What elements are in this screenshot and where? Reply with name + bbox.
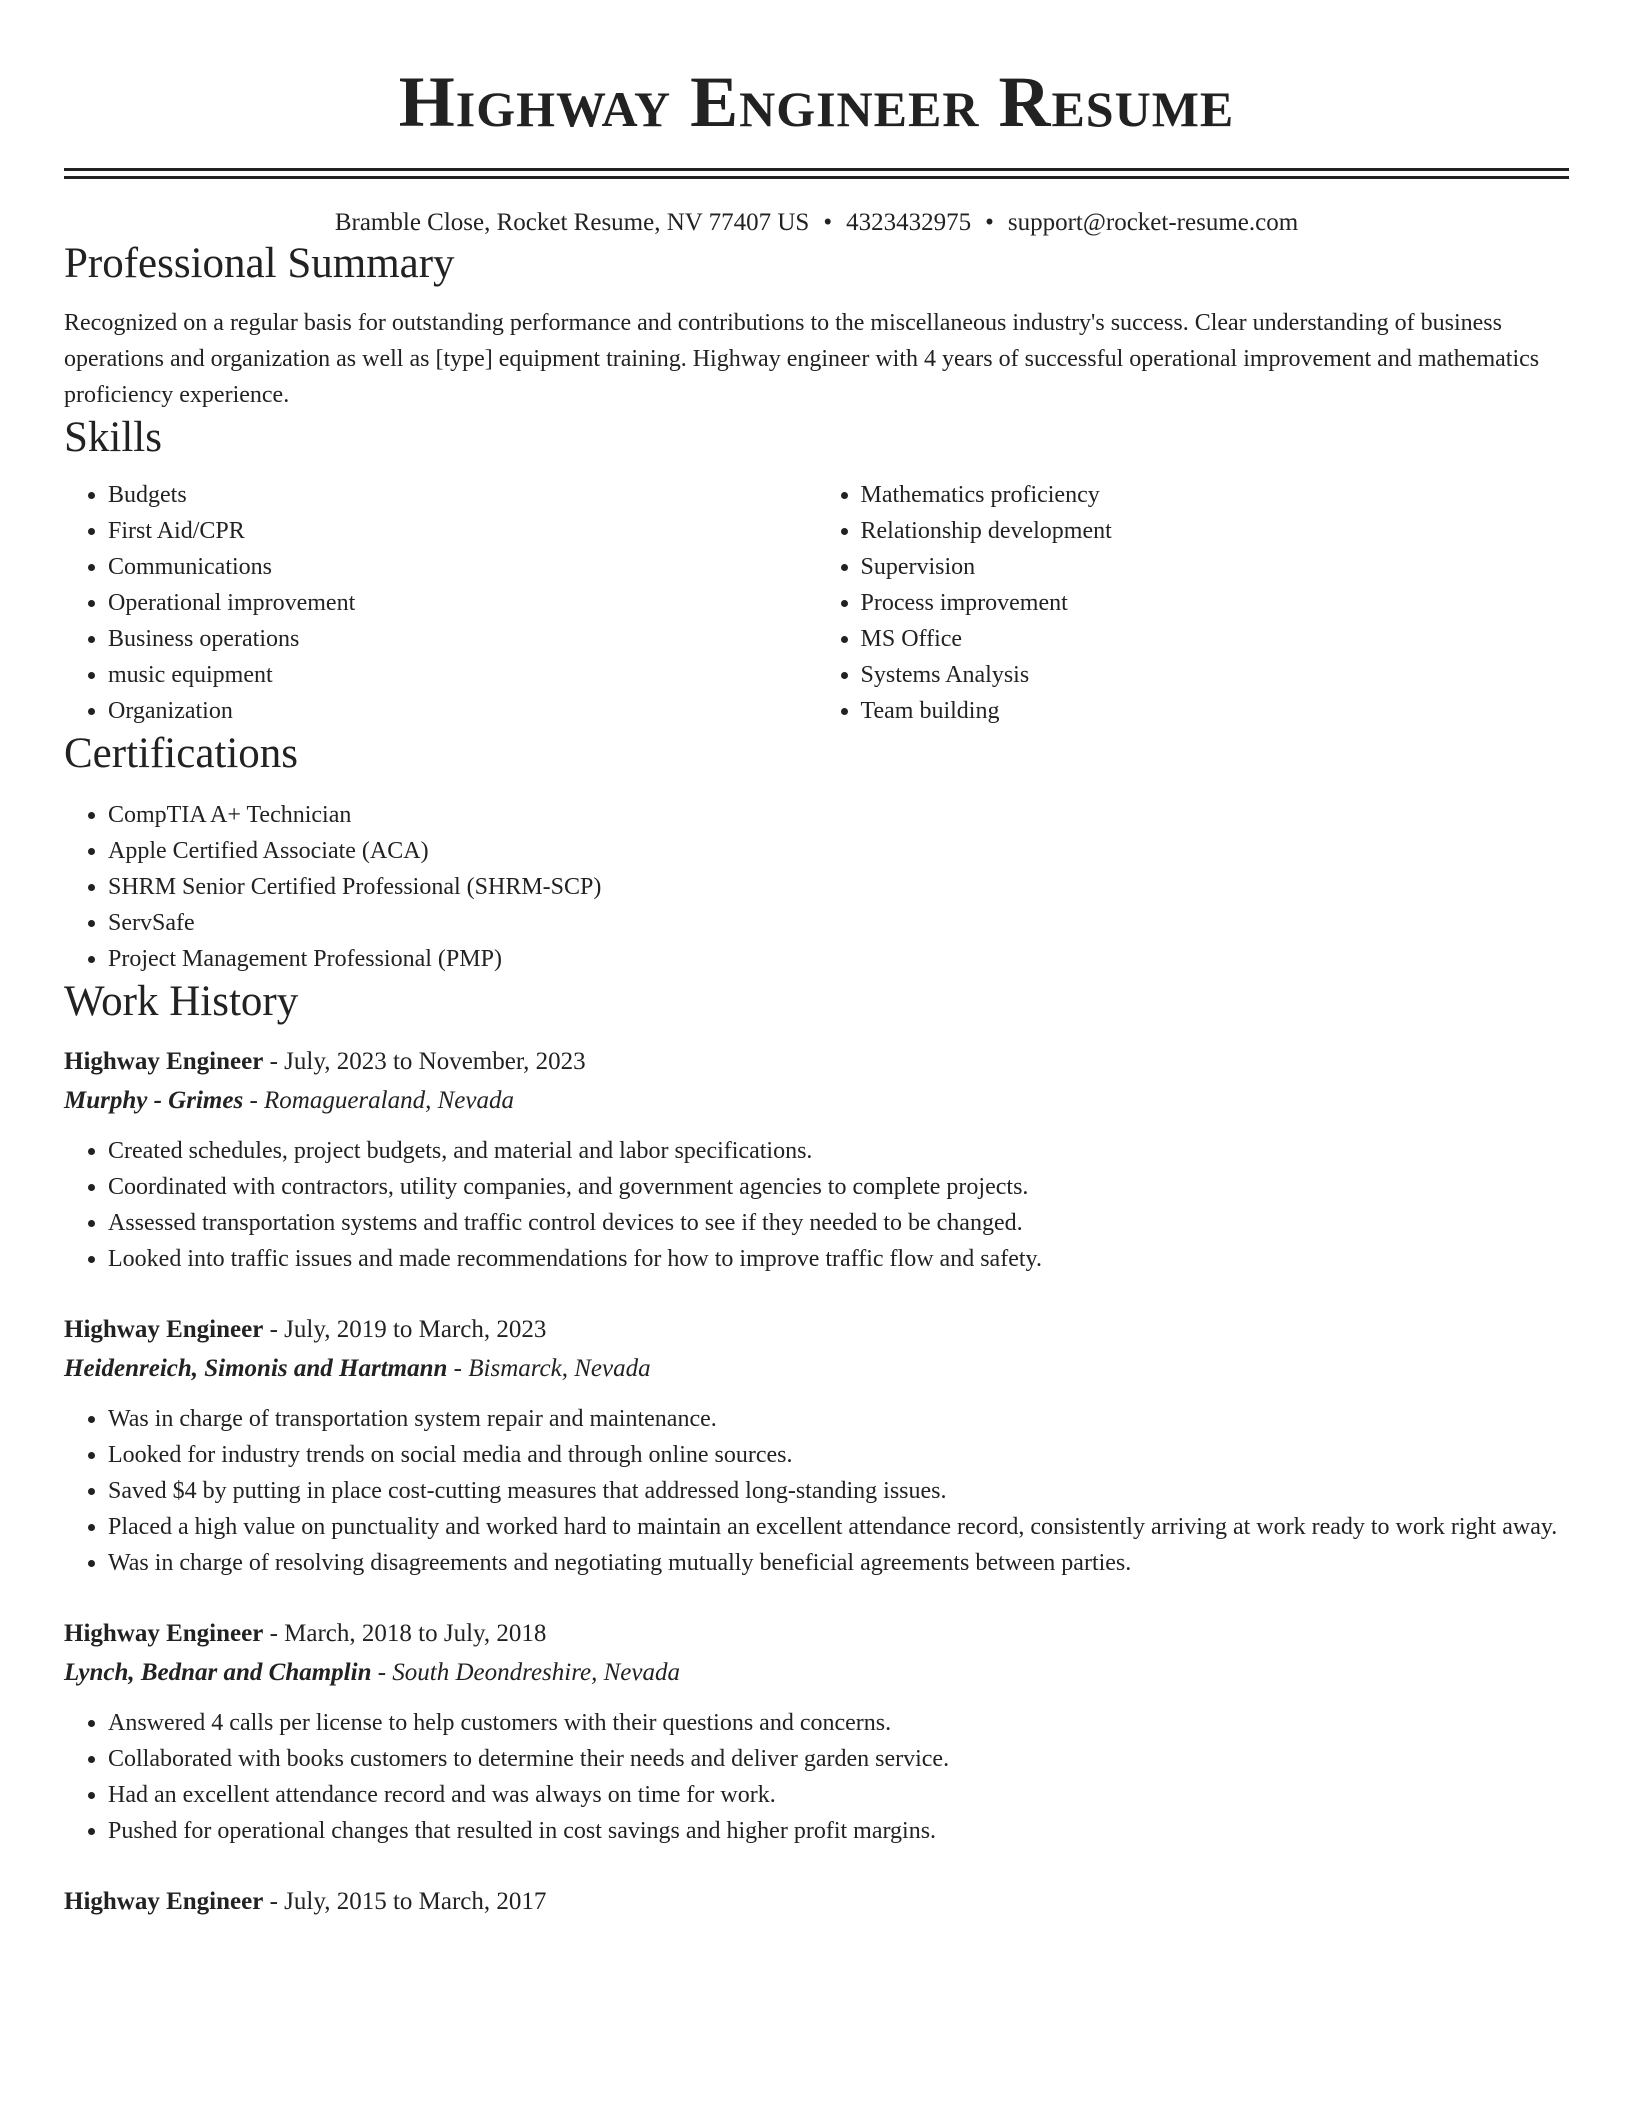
certification-item: • Apple Certified Associate (ACA) — [108, 833, 1569, 869]
skill-item: • Communications — [108, 549, 817, 585]
certification-item: • Project Management Professional (PMP) — [108, 941, 1569, 977]
job-header — [64, 1043, 1569, 1081]
summary-text: Recognized on a regular basis for outstanding performance and contributions to the miscellaneous industry's success. Clear understanding of business operations and organization as well as [type] equipment training. Highway engineer with 4 years of successful operational improvement and mathematics proficiency experience. — [64, 310, 1540, 408]
skill-item: • Systems Analysis — [861, 657, 1570, 693]
job-company-line — [64, 1081, 1569, 1121]
certifications-list — [64, 797, 1569, 977]
skill-item: • Supervision — [861, 549, 1570, 585]
job-duty-item: • Looked into traffic issues and made recommendations for how to improve traffic flow and safety. — [108, 1241, 1569, 1277]
contact-separator: • — [985, 209, 994, 236]
work-history-heading: Work History — [64, 978, 299, 1025]
job-dates: - July, 2023 to November, 2023 — [263, 1048, 586, 1075]
skill-item: • First Aid/CPR — [108, 513, 817, 549]
job-company: Murphy - Grimes — [64, 1087, 244, 1114]
job-entry — [64, 1311, 1569, 1581]
job-header — [64, 1311, 1569, 1349]
job-entry — [64, 1043, 1569, 1277]
job-location: - Bismarck, Nevada — [447, 1355, 651, 1382]
job-company: Heidenreich, Simonis and Hartmann — [64, 1355, 448, 1382]
job-company-line — [64, 1349, 1569, 1389]
job-duty-item: • Placed a high value on punctuality and worked hard to maintain an excellent attendance record, consistently arriving at work ready to work right away. — [108, 1509, 1569, 1545]
contact-separator: • — [823, 209, 833, 236]
certifications-heading: Certifications — [64, 730, 299, 777]
skill-item: • Budgets — [108, 477, 817, 513]
job-dates: - July, 2015 to March, 2017 — [263, 1888, 547, 1915]
resume-title: Highway Engineer Resume — [398, 62, 1235, 142]
skill-item: • Team building — [861, 693, 1570, 729]
skills-columns — [64, 477, 1569, 729]
job-duty-item: • Assessed transportation systems and traffic control devices to see if they needed to be changed. — [108, 1205, 1569, 1241]
skill-item: • Relationship development — [861, 513, 1570, 549]
job-duty-item: • Saved $4 by putting in place cost-cutting measures that addressed long-standing issues. — [108, 1473, 1569, 1509]
job-company: Lynch, Bednar and Champlin — [64, 1659, 372, 1686]
contact-line — [64, 207, 1569, 239]
job-title: Highway Engineer — [64, 1620, 264, 1647]
job-duties-list — [64, 1705, 1569, 1849]
certification-item: • SHRM Senior Certified Professional (SHRM-SCP) — [108, 869, 1569, 905]
job-duty-item: • Pushed for operational changes that resulted in cost savings and higher profit margins. — [108, 1813, 1569, 1849]
job-entry — [64, 1883, 1569, 1921]
certification-item: • CompTIA A+ Technician — [108, 797, 1569, 833]
job-duty-item: • Created schedules, project budgets, and material and labor specifications. — [108, 1133, 1569, 1169]
job-company-line — [64, 1653, 1569, 1693]
job-header — [64, 1615, 1569, 1653]
job-title: Highway Engineer — [64, 1316, 264, 1343]
summary-heading: Professional Summary — [64, 240, 455, 287]
job-entry — [64, 1615, 1569, 1849]
job-dates: - March, 2018 to July, 2018 — [263, 1620, 547, 1647]
job-location: - Romagueraland, Nevada — [243, 1087, 514, 1114]
job-duty-item: • Had an excellent attendance record and was always on time for work. — [108, 1777, 1569, 1813]
title-double-rule — [64, 168, 1569, 179]
skill-item: • Organization — [108, 693, 817, 729]
skills-list-left — [64, 477, 817, 729]
skill-item: • Process improvement — [861, 585, 1570, 621]
contact-address: Bramble Close, Rocket Resume, NV 77407 US — [334, 209, 810, 236]
resume-content — [64, 0, 1569, 1921]
job-duties-list — [64, 1401, 1569, 1581]
job-title: Highway Engineer — [64, 1048, 264, 1075]
job-dates: - July, 2019 to March, 2023 — [263, 1316, 547, 1343]
skill-item: • Operational improvement — [108, 585, 817, 621]
skill-item: • music equipment — [108, 657, 817, 693]
skills-heading: Skills — [64, 414, 162, 461]
job-header — [64, 1883, 1569, 1921]
job-duty-item: • Was in charge of transportation system repair and maintenance. — [108, 1401, 1569, 1437]
job-duty-item: • Coordinated with contractors, utility companies, and government agencies to complete projects. — [108, 1169, 1569, 1205]
skill-item: • Mathematics proficiency — [861, 477, 1570, 513]
skills-list-right — [817, 477, 1570, 729]
job-duty-item: • Was in charge of resolving disagreements and negotiating mutually beneficial agreements between parties. — [108, 1545, 1569, 1581]
job-duty-item: • Looked for industry trends on social media and through online sources. — [108, 1437, 1569, 1473]
skill-item: • Business operations — [108, 621, 817, 657]
job-location: - South Deondreshire, Nevada — [371, 1659, 680, 1686]
contact-email: support@rocket-resume.com — [1007, 209, 1299, 236]
job-duty-item: • Collaborated with books customers to determine their needs and deliver garden service. — [108, 1741, 1569, 1777]
job-duty-item: • Answered 4 calls per license to help customers with their questions and concerns. — [108, 1705, 1569, 1741]
certification-item: • ServSafe — [108, 905, 1569, 941]
job-title: Highway Engineer — [64, 1888, 264, 1915]
skill-item: • MS Office — [861, 621, 1570, 657]
contact-phone: 4323432975 — [846, 209, 972, 236]
job-duties-list — [64, 1133, 1569, 1277]
